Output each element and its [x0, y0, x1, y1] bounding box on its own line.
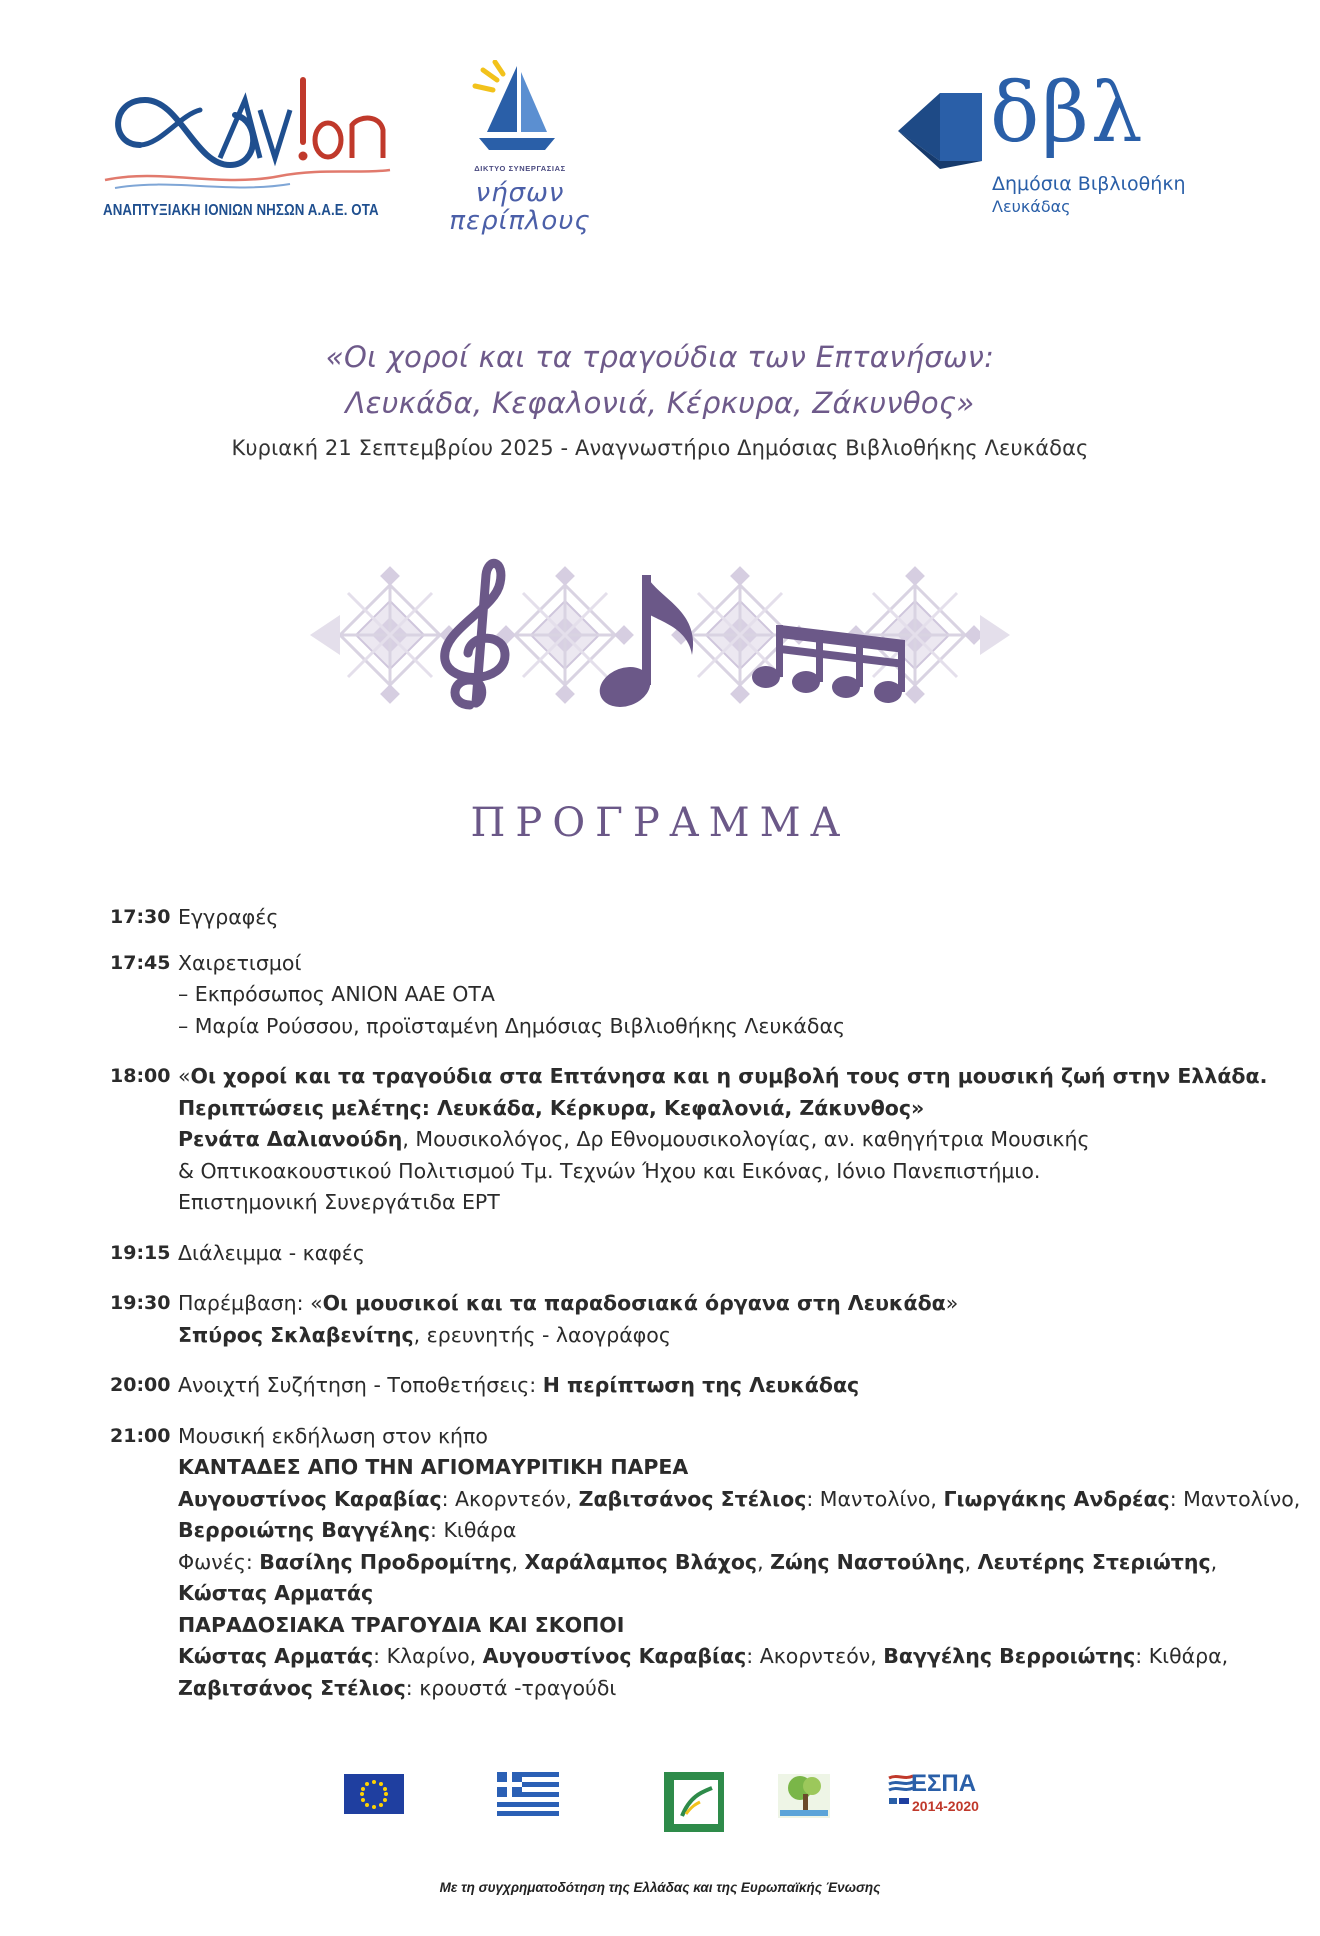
musician-instrument: : Μαντολίνο, — [1169, 1486, 1301, 1511]
espa-logo — [885, 1770, 979, 1824]
musician-name: Αυγουστίνος Καραβίας — [482, 1644, 747, 1668]
treble-clef-icon — [445, 563, 505, 705]
greek-flag-icon — [495, 1770, 561, 1820]
leader-logo — [662, 1770, 726, 1838]
greek-flag-logo — [495, 1770, 561, 1824]
speaker-description: , Μουσικολόγος, Δρ Εθνομουσικολογίας, αν. καθηγήτρια Μουσικής — [402, 1127, 1090, 1151]
singer-name: Ζώης Ναστούλης — [770, 1549, 965, 1574]
ensemble2-members-line2 — [178, 1673, 1260, 1705]
entry-time: 18:00 — [110, 1065, 171, 1087]
musician-name: Βαγγέλης Βερροιώτης — [883, 1644, 1136, 1668]
entry-subline: Επιστημονική Συνεργάτιδα ΕΡΤ — [178, 1190, 500, 1214]
entry-text — [178, 1288, 1260, 1320]
entry-time: 19:15 — [110, 1241, 171, 1264]
nison-line1: νήσων — [475, 178, 565, 208]
voices-line1: Φωνές: Βασίλης Προδρομίτης, Χαράλαμπος Βλάχος, Ζώης Ναστούλης, Λευτέρης Στεριώτης, — [178, 1549, 1218, 1574]
ensemble-heading-1: ΚΑΝΤΑΔΕΣ ΑΠΟ ΤΗΝ ΑΓΙΟΜΑΥΡΙΤΙΚΗ ΠΑΡΕΑ — [178, 1455, 689, 1479]
funding-logos — [340, 1770, 980, 1860]
public-library-logo — [890, 66, 1220, 225]
tree-icon — [770, 1770, 836, 1834]
musician-instrument: : κρουστά -τραγούδι — [405, 1675, 617, 1700]
entry-time: 17:30 — [110, 906, 171, 928]
schedule-entry-1915 — [110, 1238, 1260, 1270]
discussion-topic: Η περίπτωση της Λευκάδας — [542, 1373, 860, 1397]
local-plan-logo — [770, 1770, 836, 1838]
anion-logo — [100, 70, 400, 230]
nison-line2: περίπλους — [449, 206, 591, 236]
schedule-entry-1745 — [110, 948, 1260, 1043]
leader-icon — [662, 1770, 726, 1834]
eu-flag-logo — [340, 1770, 410, 1824]
entry-title-line1 — [178, 1061, 1268, 1093]
talk-title: Οι μουσικοί και τα παραδοσιακά όργανα στη Λευκάδα — [322, 1291, 946, 1315]
sailboat-icon — [465, 60, 575, 160]
entry-text: Χαιρετισμοί — [178, 950, 302, 975]
eighth-note-icon — [594, 575, 693, 714]
singer-name: Λευτέρης Στεριώτης — [977, 1549, 1211, 1574]
singer-name: Βασίλης Προδρομίτης — [259, 1549, 512, 1574]
entry-text: Διάλειμμα - καφές — [178, 1240, 365, 1265]
musician-name: Γιωργάκης Ανδρέας — [943, 1486, 1170, 1511]
ensemble-heading-2: ΠΑΡΑΔΟΣΙΑΚΑ ΤΡΑΓΟΥΔΙΑ ΚΑΙ ΣΚΟΠΟΙ — [178, 1612, 625, 1637]
espa-wordmark: ΕΣΠΑ — [911, 1770, 977, 1797]
entry-prefix: Παρέμβαση: « — [178, 1291, 323, 1315]
musician-instrument: : Κιθάρα, — [1135, 1644, 1229, 1668]
musician-instrument: : Κλαρίνο, — [373, 1644, 483, 1668]
entry-time: 20:00 — [110, 1374, 171, 1396]
dvl-line1: Δημόσια Βιβλιοθήκη — [992, 173, 1186, 195]
programme-heading: ΠΡΟΓΡΑΜΜΑ — [470, 800, 850, 846]
lecture-title: Οι χοροί και τα τραγούδια στα Επτάνησα και η συμβολή τους στη μουσική ζωή στην Ελλάδα. — [190, 1064, 1268, 1088]
dvl-line2: Λευκάδας — [992, 197, 1071, 216]
entry-suffix: » — [945, 1291, 959, 1315]
ensemble2-members-line1 — [178, 1641, 1260, 1673]
entry-time: 17:45 — [110, 951, 171, 974]
schedule-entry-1730 — [110, 902, 1260, 934]
cofunding-note: Με τη συγχρηματοδότηση της Ελλάδας και της Ευρωπαϊκής Ένωσης — [439, 1880, 881, 1895]
speaker-description: , ερευνητής - λαογράφος — [413, 1322, 671, 1347]
entry-subline: – Εκπρόσωπος ΑΝΙΟΝ ΑΑΕ ΟΤΑ — [178, 982, 495, 1006]
espa-years: 2014-2020 — [912, 1798, 979, 1814]
schedule-entry-2100 — [110, 1421, 1301, 1705]
event-subtitle: Κυριακή 21 Σεπτεμβρίου 2025 - Αναγνωστήριο Δημόσιας Βιβλιοθήκης Λευκάδας — [231, 436, 1089, 460]
schedule-entry-2000 — [110, 1370, 1260, 1402]
ensemble-members-line1 — [178, 1484, 1301, 1516]
entry-text — [178, 1370, 1260, 1402]
entry-subline: – Μαρία Ρούσσου, προϊσταμένη Δημόσιας Βιβλιοθήκης Λευκάδας — [178, 1013, 845, 1038]
musician-name: Ζαβιτσάνος Στέλιος — [178, 1675, 406, 1700]
entry-time: 19:30 — [110, 1292, 171, 1314]
voices-line2: Κώστας Αρματάς — [178, 1581, 374, 1605]
entry-text: Μουσική εκδήλωση στον κήπο — [178, 1423, 488, 1448]
schedule-entry-1930 — [110, 1288, 1260, 1351]
entry-subline: & Οπτικοακουστικού Πολιτισμού Τμ. Τεχνών Ήχου και Εικόνας, Ιόνιο Πανεπιστήμιο. — [178, 1158, 1041, 1183]
schedule-entry-1800 — [110, 1061, 1268, 1219]
speaker-name: Ρενάτα Δαλιανούδη — [178, 1127, 403, 1151]
anion-wave-icon — [100, 70, 400, 200]
entry-speaker-line — [178, 1320, 1260, 1352]
singer-name: Χαράλαμπος Βλάχος — [524, 1549, 758, 1574]
musician-instrument: : Κιθάρα — [430, 1518, 517, 1542]
musician-instrument: : Ακορντεόν, — [746, 1644, 884, 1668]
event-title-line2: Λευκάδα, Κεφαλονιά, Κέρκυρα, Ζάκυνθος» — [345, 386, 975, 420]
quote-open: « — [178, 1064, 191, 1088]
eu-flag-icon — [340, 1770, 410, 1820]
musician-name: Κώστας Αρματάς — [178, 1644, 374, 1668]
nison-network-label: ΔΙΚΤΥΟ ΣΥΝΕΡΓΑΣΙΑΣ — [474, 164, 566, 173]
musician-name: Βερροιώτης Βαγγέλης — [178, 1518, 431, 1542]
ornament-snowflake-1 — [321, 566, 459, 704]
nison-periplous-logo — [440, 60, 600, 250]
musician-instrument: : Μαντολίνο, — [806, 1486, 944, 1511]
ensemble-members-line2 — [178, 1515, 1260, 1547]
musician-name: Ζαβιτσάνος Στέλιος — [578, 1486, 807, 1511]
anion-caption: ΑΝΑΠΤΥΞΙΑΚΗ ΙΟΝΙΩΝ ΝΗΣΩΝ Α.Α.Ε. ΟΤΑ — [103, 202, 379, 219]
music-ornament — [300, 555, 1020, 715]
event-title-line1: «Οι χοροί και τα τραγούδια των Επτανήσων: — [325, 340, 995, 374]
entry-title-line2: Περιπτώσεις μελέτης: Λευκάδα, Κέρκυρα, Κεφαλονιά, Ζάκυνθος» — [178, 1095, 925, 1120]
dvl-wordmark: δβλ — [990, 66, 1145, 161]
ornament-snowflake-4 — [846, 566, 984, 704]
schedule — [110, 902, 1301, 1704]
musician-name: Αυγουστίνος Καραβίας — [178, 1486, 442, 1511]
entry-text: Εγγραφές — [178, 905, 279, 929]
entry-speaker-line — [178, 1124, 1260, 1156]
entry-prefix: Ανοιχτή Συζήτηση - Τοποθετήσεις: — [178, 1373, 543, 1397]
voices-label: Φωνές: — [178, 1549, 260, 1574]
musician-instrument: : Ακορντεόν, — [441, 1486, 579, 1511]
entry-time: 21:00 — [110, 1424, 171, 1447]
speaker-name: Σπύρος Σκλαβενίτης — [178, 1322, 414, 1347]
library-cube-icon — [890, 85, 990, 195]
